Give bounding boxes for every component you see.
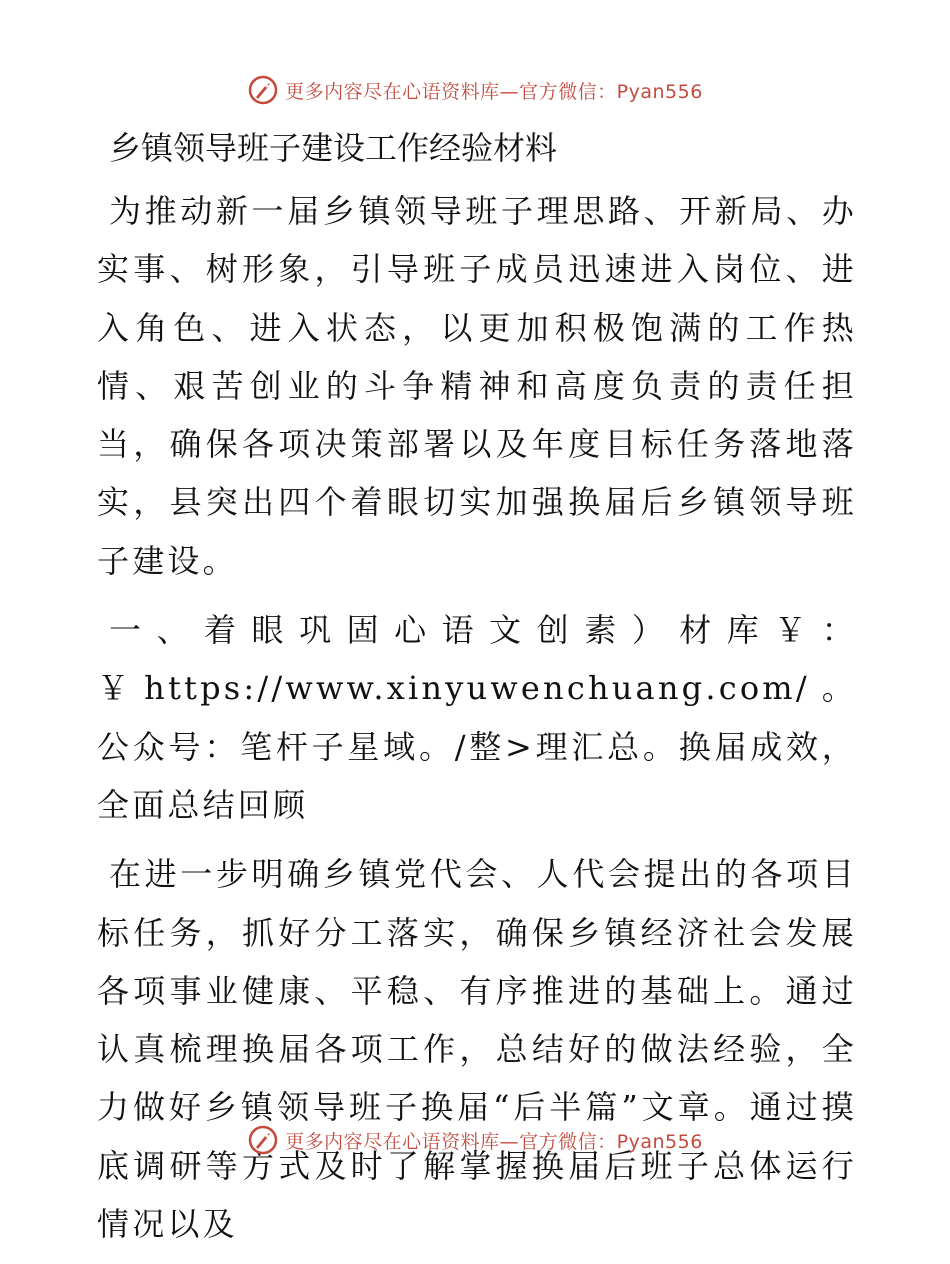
banner-wechat: 官方微信：Pyan556 <box>519 80 703 103</box>
document-body <box>97 118 857 1264</box>
banner-text <box>285 1127 703 1154</box>
pen-nib-logo-icon <box>247 74 279 106</box>
pen-nib-logo-icon <box>247 1124 279 1156</box>
banner-text <box>285 77 703 104</box>
banner-dash: — <box>499 80 520 103</box>
paragraph-body: 在进一步明确乡镇党代会、人代会提出的各项目标任务，抓好分工落实，确保乡镇经济社会发展各项事业健康、平稳、有序推进的基础上。通过认真梳理换届各项工作，总结好的做法经验，全力做好乡镇领导班子换届“后半篇”文章。通过摸底调研等方式及时了解掌握换届后班子总体运行情况以及 <box>97 855 857 1244</box>
banner-site-name: 更多内容尽在心语资料库 <box>285 80 500 103</box>
banner-wechat: 官方微信：Pyan556 <box>519 1130 703 1153</box>
banner-dash: — <box>499 1130 520 1153</box>
footer-banner <box>0 1120 950 1160</box>
paragraph-section-one: 一、着眼巩固心语文创素）材库￥：￥https://www.xinyuwenchuang.com/。公众号：笔杆子星域。/整>理汇总。换届成效，全面总结回顾 <box>97 611 857 824</box>
paragraph-intro: 为推动新一届乡镇领导班子理思路、开新局、办实事、树形象，引导班子成员迅速进入岗位、进入角色、进入状态，以更加积极饱满的工作热情、艰苦创业的斗争精神和高度负责的责任担当，确保各项决策部署以及年度目标任务落地落实，县突出四个着眼切实加强换届后乡镇领导班子建设。 <box>97 192 857 580</box>
header-banner <box>0 70 950 110</box>
banner-site-name: 更多内容尽在心语资料库 <box>285 1130 500 1153</box>
document-title: 乡镇领导班子建设工作经验材料 <box>109 129 558 167</box>
